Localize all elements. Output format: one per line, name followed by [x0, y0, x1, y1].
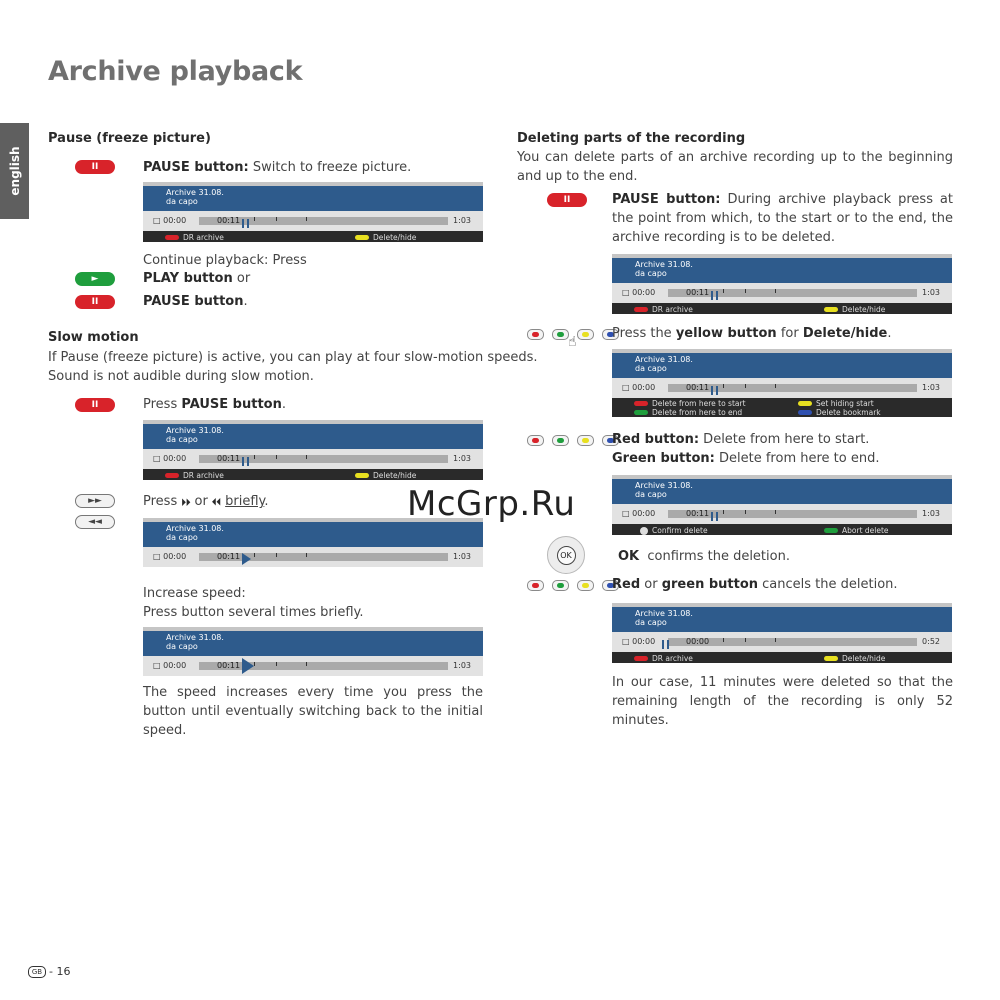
press-yellow-text: Press the yellow button for Delete/hide. — [612, 326, 892, 341]
language-tab — [0, 123, 29, 219]
pause-cursor-icon — [662, 640, 669, 649]
pause-button-icon-3: II — [75, 398, 115, 412]
fast-forward-button-icon: ►► — [75, 494, 115, 508]
red-button-text: Red button: Delete from here to start. — [612, 432, 870, 447]
rewind-button-icon: ◄◄ — [75, 515, 115, 529]
finger-press-icon: ☝ — [568, 334, 577, 350]
page-footer — [28, 965, 70, 978]
page-number: - 16 — [49, 965, 71, 978]
pause-heading: Pause (freeze picture) — [48, 131, 211, 146]
cancel-text: Red or green button cancels the deletion. — [612, 577, 898, 592]
osd-header: Archive 31.08. da capo — [143, 186, 483, 211]
ok-button-icon: OK — [547, 536, 585, 574]
pause-cursor-icon — [242, 219, 249, 228]
page-title: Archive playback — [48, 56, 303, 87]
slow-heading: Slow motion — [48, 330, 139, 345]
pause-instruction: PAUSE button: Switch to freeze picture. — [143, 160, 412, 175]
color-buttons-red-green — [527, 435, 619, 446]
result-text: In our case, 11 minutes were deleted so that the remaining length of the recording is only 52 minutes. — [612, 675, 953, 728]
pause-delete-text: PAUSE button: During archive playback press at the point from which, to the start or to the end, the archive recording is to be deleted. — [612, 192, 953, 245]
osd-screen-pause — [143, 182, 483, 242]
pause-instruction-2: PAUSE button. — [143, 294, 248, 309]
osd-footer: DR archive Delete/hide — [143, 231, 483, 242]
delete-intro: You can delete parts of an archive recording up to the beginning and up to the end. — [517, 150, 953, 184]
slow-line-2: Sound is not audible during slow motion. — [48, 369, 314, 384]
osd-screen-slow: Archive 31.08. da capo □ 00:00 00:11 1:03 DR archive Delete/hide — [143, 420, 483, 480]
play-instruction: PLAY button or — [143, 271, 251, 286]
speed-text: The speed increases every time you press the button until eventually switching back to the initial speed. — [143, 685, 483, 738]
pause-button-icon-2: II — [75, 295, 115, 309]
osd-progress: □ 00:00 00:11 1:03 — [143, 211, 483, 231]
language-tab-label: english — [7, 146, 22, 196]
color-buttons-cancel — [527, 580, 619, 591]
pause-cursor-icon — [711, 512, 718, 521]
osd-screen-fast-slow: Archive 31.08. da capo □ 00:00 00:11 1:03 — [143, 627, 483, 676]
press-several-text: Press button several times briefly. — [143, 605, 364, 620]
delete-heading: Deleting parts of the recording — [517, 131, 746, 146]
pause-cursor-icon — [242, 457, 249, 466]
play-button-icon: ► — [75, 272, 115, 286]
slow-line-1: If Pause (freeze picture) is active, you can play at four slow-motion speeds. — [48, 350, 538, 365]
ok-text: OK confirms the deletion. — [618, 549, 790, 564]
slow-play-icon — [242, 553, 251, 565]
osd-screen-result: Archive 31.08. da capo □ 00:00 00:00 0:52 DR archive Delete/hide — [612, 603, 952, 663]
pause-cursor-icon — [711, 386, 718, 395]
pause-button-icon-4: II — [547, 193, 587, 207]
continue-text: Continue playback: Press — [143, 253, 307, 268]
watermark: McGrp.Ru — [407, 484, 576, 524]
osd-screen-delete-menu: Archive 31.08. da capo □ 00:00 00:11 1:03 Delete from here to start Delete from here to end Set hiding start Delete bookmark — [612, 349, 952, 417]
country-badge: GB — [28, 966, 46, 978]
increase-speed-text: Increase speed: — [143, 586, 246, 601]
osd-screen-delete-pause: Archive 31.08. da capo □ 00:00 00:11 1:03 DR archive Delete/hide — [612, 254, 952, 314]
osd-screen-confirm: Archive 31.08. da capo □ 00:00 00:11 1:03 Confirm delete Abort delete — [612, 475, 952, 535]
pause-button-icon: II — [75, 160, 115, 174]
green-button-text: Green button: Delete from here to end. — [612, 451, 880, 466]
osd-screen-slow-play: Archive 31.08. da capo □ 00:00 00:11 1:03 — [143, 518, 483, 567]
press-pause-text: Press PAUSE button. — [143, 397, 286, 412]
press-ff-rw-text: Press ⏵⏵ or ⏴⏴ briefly. — [143, 494, 269, 509]
pause-cursor-icon — [711, 291, 718, 300]
slow-play-fast-icon — [242, 658, 254, 674]
